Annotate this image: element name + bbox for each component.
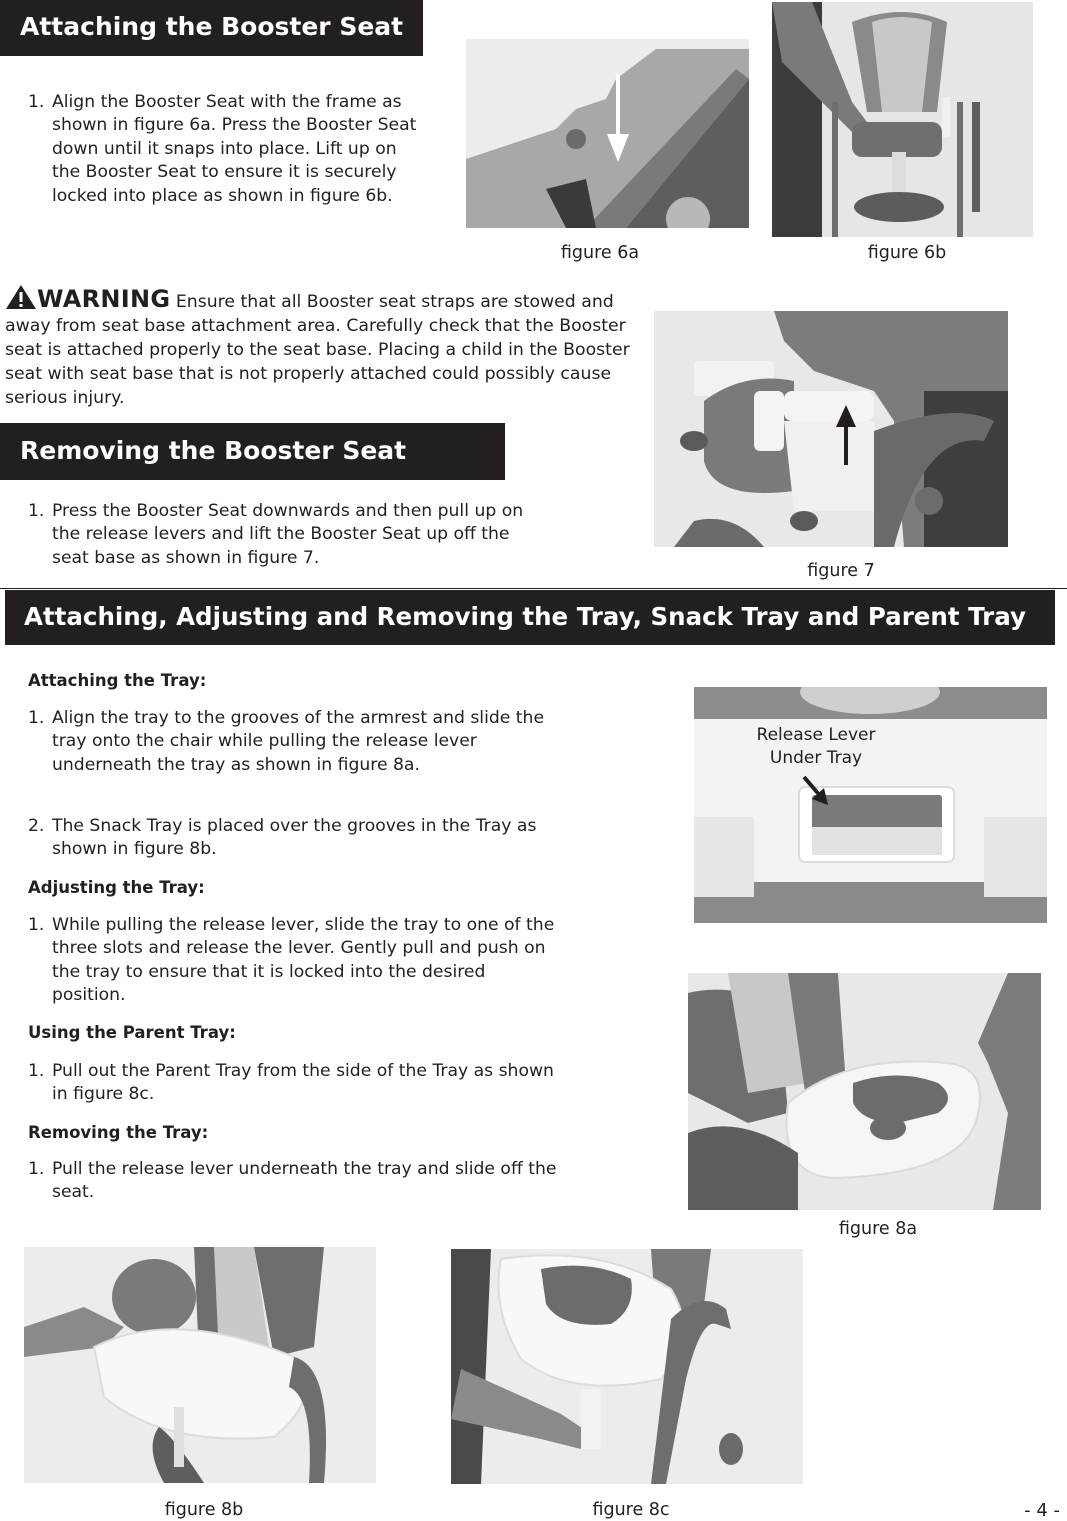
figure-6b-caption: figure 6b [867, 243, 947, 263]
warning-text: Ensure that all Booster seat straps are stowed and away from seat base attachment area. Carefully check that the Booster seat is attached properly to the seat base. Placing a child in the Booster seat with seat base that is not properly attached could possibly cause serious injury. [5, 292, 630, 408]
step-text: While pulling the release lever, slide the tray to one of the three slots and release the lever. Gently pull and push on the tray to ensure that it is locked into the desired position. [52, 915, 555, 1006]
release-lever-callout [694, 724, 938, 770]
step-number: 1. [28, 92, 45, 112]
figure-8c-photo [451, 1249, 803, 1484]
section-title: Attaching, Adjusting and Removing the Tray, Snack Tray and Parent Tray [24, 602, 1026, 631]
section-title: Attaching the Booster Seat [20, 12, 404, 41]
parent-tray-step-1 [28, 1060, 558, 1107]
warning-label: WARNING [37, 285, 171, 313]
down-arrow-icon [606, 74, 630, 164]
attaching-tray-heading: Attaching the Tray: [28, 671, 207, 690]
step-text: The Snack Tray is placed over the grooves in the Tray as shown in figure 8b. [52, 816, 537, 860]
step-text: Align the tray to the grooves of the armrest and slide the tray onto the chair while pulling the release lever underneath the tray as shown in figure 8a. [52, 708, 545, 775]
warning-notice [5, 284, 630, 410]
section-header-remove-booster [0, 423, 505, 480]
step-number: 1. [28, 1159, 45, 1179]
callout-line-1: Release Lever [756, 725, 876, 745]
attaching-tray-step-2 [28, 815, 558, 862]
figure-8c-caption: figure 8c [592, 1500, 670, 1520]
figure-8a-detail-photo [694, 687, 1047, 923]
step-number: 2. [28, 816, 45, 836]
section-title: Removing the Booster Seat [20, 436, 407, 465]
step-text: Press the Booster Seat downwards and then pull up on the release levers and lift the Booster Seat up off the seat base as shown in figure 7. [52, 501, 524, 568]
page-number: - 4 - [1024, 1500, 1060, 1521]
attaching-tray-step-1 [28, 707, 558, 777]
step-text: Pull the release lever underneath the tray and slide off the seat. [52, 1159, 557, 1203]
figure-8b-caption: figure 8b [164, 1500, 244, 1520]
figure-8a-caption: figure 8a [838, 1219, 918, 1239]
remove-booster-step-1 [28, 500, 528, 570]
step-text: Align the Booster Seat with the frame as shown in figure 6a. Press the Booster Seat down until it snaps into place. Lift up on the Booster Seat to ensure it is securely locked into place as shown in figure 6b. [52, 92, 417, 206]
section-header-tray [5, 590, 1055, 645]
removing-tray-step-1 [28, 1158, 558, 1205]
step-number: 1. [28, 1061, 45, 1081]
callout-line-2: Under Tray [769, 748, 863, 768]
figure-6b-photo [772, 2, 1033, 237]
figure-8b-photo [24, 1247, 376, 1483]
step-number: 1. [28, 915, 45, 935]
figure-8a-photo [688, 973, 1041, 1210]
parent-tray-heading: Using the Parent Tray: [28, 1023, 236, 1042]
figure-6a-caption: figure 6a [560, 243, 640, 263]
section-divider [0, 588, 1067, 589]
attach-booster-step-1 [28, 91, 423, 208]
step-number: 1. [28, 708, 45, 728]
up-arrow-icon [835, 405, 857, 465]
section-header-attach-booster [0, 0, 423, 56]
warning-triangle-icon [5, 284, 37, 310]
adjusting-tray-heading: Adjusting the Tray: [28, 878, 205, 897]
step-number: 1. [28, 501, 45, 521]
diagonal-arrow-icon [802, 775, 830, 807]
figure-7-photo [654, 311, 1008, 547]
figure-7-caption: figure 7 [807, 561, 875, 581]
figure-6a-photo [466, 39, 749, 228]
step-text: Pull out the Parent Tray from the side of the Tray as shown in figure 8c. [52, 1061, 554, 1105]
removing-tray-heading: Removing the Tray: [28, 1123, 209, 1142]
adjusting-tray-step-1 [28, 914, 558, 1008]
